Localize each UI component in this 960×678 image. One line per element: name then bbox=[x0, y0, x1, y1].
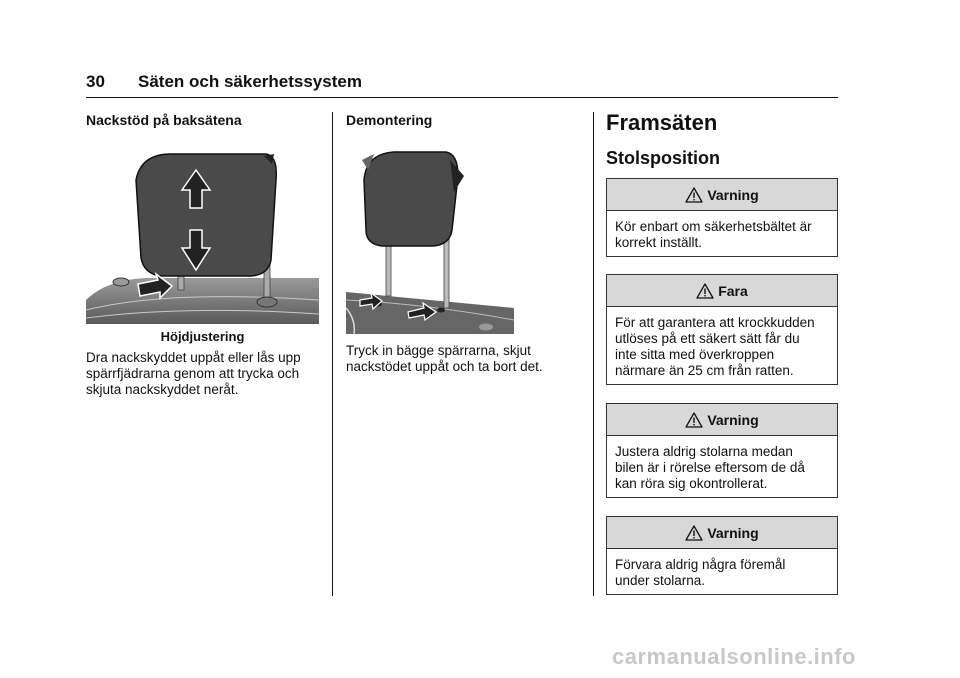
warning-triangle-icon bbox=[685, 525, 703, 541]
text-line: utlöses på ett säkert sätt får du bbox=[615, 331, 800, 346]
notice-header bbox=[607, 179, 837, 211]
warning-box bbox=[606, 516, 838, 595]
text-line: inte sitta med överkroppen bbox=[615, 347, 775, 362]
text-line: Dra nackskyddet uppåt eller lås upp bbox=[86, 350, 301, 365]
text-line: närmare än 25 cm från ratten. bbox=[615, 363, 794, 378]
warning-triangle-icon bbox=[685, 412, 703, 428]
rear-headrest-instructions bbox=[86, 350, 324, 398]
section-title: Säten och säkerhetssystem bbox=[138, 72, 362, 91]
notice-header bbox=[607, 517, 837, 549]
notice-text bbox=[607, 307, 837, 387]
danger-box bbox=[606, 274, 838, 385]
headrest-height-adjust-illustration bbox=[86, 140, 319, 324]
warning-triangle-icon bbox=[685, 187, 703, 203]
text-line: Förvara aldrig några föremål bbox=[615, 557, 786, 572]
text-line: bilen är i rörelse eftersom de då bbox=[615, 460, 805, 475]
page-number: 30 bbox=[86, 72, 105, 91]
notice-label: Varning bbox=[707, 524, 759, 541]
figure-caption: Höjdjustering bbox=[160, 329, 245, 344]
warning-triangle-icon bbox=[696, 283, 714, 299]
text-line: spärrfjädrarna genom att trycka och bbox=[86, 366, 300, 381]
seat-position-subtitle: Stolsposition bbox=[606, 148, 720, 168]
notice-text bbox=[607, 549, 837, 597]
notice-label: Varning bbox=[707, 411, 759, 428]
text-line: korrekt inställt. bbox=[615, 235, 703, 250]
notice-label: Varning bbox=[707, 186, 759, 203]
front-seats-title: Framsäten bbox=[606, 110, 718, 135]
watermark: carmanualsonline.info bbox=[612, 644, 856, 669]
notice-label: Fara bbox=[718, 282, 748, 299]
notice-header bbox=[607, 404, 837, 436]
text-line: under stolarna. bbox=[615, 573, 706, 588]
warning-box bbox=[606, 403, 838, 498]
text-line: skjuta nackskyddet neråt. bbox=[86, 382, 239, 397]
text-line: Kör enbart om säkerhetsbältet är bbox=[615, 219, 812, 234]
headrest-removal-illustration bbox=[346, 140, 514, 334]
notice-header bbox=[607, 275, 837, 307]
column-divider bbox=[593, 112, 594, 596]
text-line: kan röra sig okontrollerat. bbox=[615, 476, 768, 491]
text-line: Justera aldrig stolarna medan bbox=[615, 444, 793, 459]
removal-instructions bbox=[346, 343, 586, 375]
notice-text bbox=[607, 211, 837, 259]
rear-headrest-heading: Nackstöd på baksätena bbox=[86, 112, 242, 128]
removal-heading: Demontering bbox=[346, 112, 433, 128]
column-divider bbox=[332, 112, 333, 596]
text-line: För att garantera att krockkudden bbox=[615, 315, 815, 330]
text-line: Tryck in bägge spärrarna, skjut bbox=[346, 343, 531, 358]
page-header bbox=[86, 72, 838, 98]
text-line: nackstödet uppåt och ta bort det. bbox=[346, 359, 543, 374]
notice-text bbox=[607, 436, 837, 500]
warning-box bbox=[606, 178, 838, 257]
